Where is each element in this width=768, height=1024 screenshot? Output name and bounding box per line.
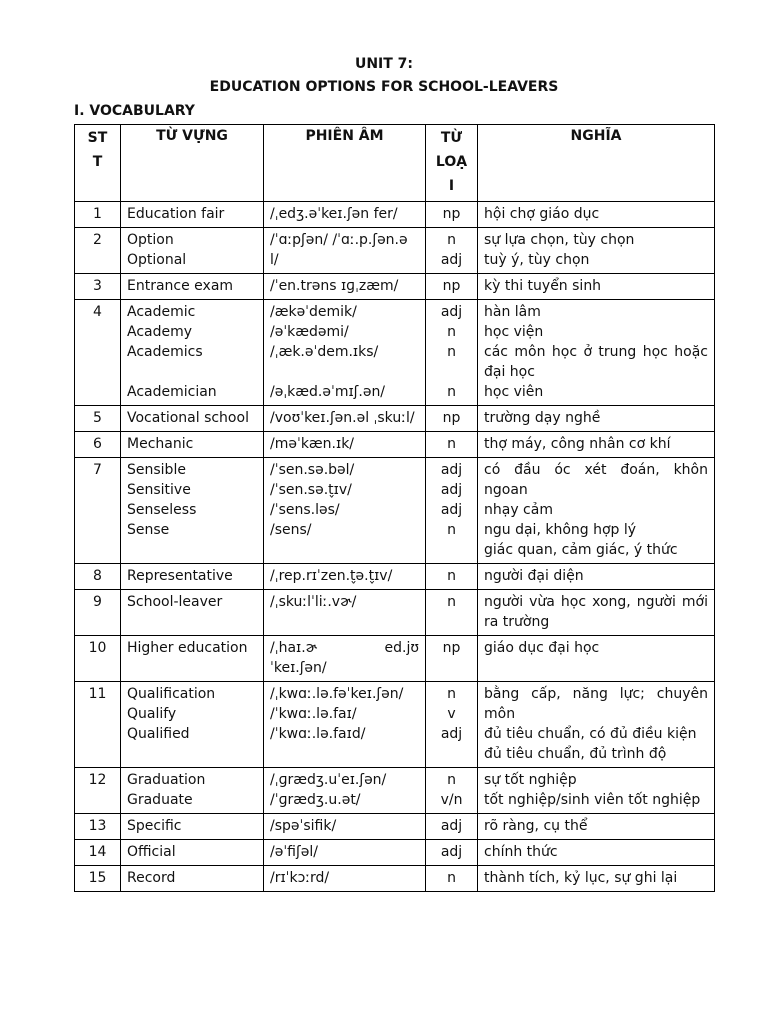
vocab-ipa: /spəˈsifik/: [264, 814, 426, 840]
row-number: 10: [75, 636, 121, 682]
vocab-ipa: /ˈɑːpʃən/ /ˈɑː.p.ʃən.ə: [270, 232, 408, 248]
vocab-meaning: người vừa học xong, người mới ra trường: [478, 590, 715, 636]
vocab-pos: np: [426, 636, 478, 682]
vocab-ipa: /ˈsen.sə.t̬ɪv/: [270, 482, 352, 498]
vocab-ipa: /ˌrep.rɪˈzen.t̬ə.t̬ɪv/: [264, 564, 426, 590]
vocab-ipa: /ˌkwɑː.lə.fəˈkeɪ.ʃən/: [270, 686, 404, 702]
vocab-pos: n: [447, 344, 456, 360]
vocab-pos: adj: [440, 462, 463, 478]
table-row: [75, 202, 715, 228]
vocab-pos-group: [426, 768, 478, 814]
vocab-meaning: nhạy cảm: [484, 502, 553, 518]
row-number: 15: [75, 866, 121, 892]
vocab-pos-group: [426, 458, 478, 564]
vocab-pos-group: [426, 300, 478, 406]
vocab-word: Academy: [127, 324, 193, 340]
vocab-word: Entrance exam: [121, 274, 264, 300]
vocab-ipa: /ˈɡrædʒ.u.ət/: [270, 792, 361, 808]
vocab-word: Academician: [127, 384, 217, 400]
vocab-word: Sensitive: [127, 482, 191, 498]
vocab-word: Sense: [127, 522, 170, 538]
row-number: 4: [75, 300, 121, 406]
vocab-pos-group: [426, 228, 478, 274]
vocab-pos: n: [447, 686, 456, 702]
row-number: 13: [75, 814, 121, 840]
vocab-ipa-group: [264, 682, 426, 768]
row-number: 8: [75, 564, 121, 590]
vocab-ipa-group: [264, 768, 426, 814]
vocab-word: Specific: [121, 814, 264, 840]
vocab-word: Qualified: [127, 726, 190, 742]
vocab-pos: n: [447, 324, 456, 340]
vocab-pos: n: [447, 232, 456, 248]
table-row: [75, 228, 715, 274]
vocab-pos: n: [447, 772, 456, 788]
header-ipa: PHIÊN ÂM: [264, 125, 426, 202]
row-number: 3: [75, 274, 121, 300]
vocab-pos: adj: [440, 482, 463, 498]
vocab-meaning: các môn học ở trung học hoặc đại học: [484, 344, 708, 380]
vocab-word: Vocational school: [121, 406, 264, 432]
vocab-pos: adj: [440, 304, 463, 320]
vocab-ipa: /ækəˈdemik/: [270, 304, 357, 320]
vocab-meaning: bằng cấp, năng lực; chuyên môn: [484, 686, 708, 722]
vocab-word: Academic: [127, 304, 196, 320]
vocab-pos: v/n: [440, 792, 463, 808]
vocab-word: Academics: [127, 344, 203, 360]
vocab-ipa: /voʊˈkeɪ.ʃən.əl ˌskuːl/: [264, 406, 426, 432]
row-number: 12: [75, 768, 121, 814]
unit-subtitle: EDUCATION OPTIONS FOR SCHOOL-LEAVERS: [209, 79, 559, 95]
vocab-pos: np: [426, 406, 478, 432]
vocab-ipa: /ˈkwɑː.lə.faɪ/: [270, 706, 357, 722]
table-row: [75, 274, 715, 300]
vocab-meaning: giác quan, cảm giác, ý thức: [484, 542, 678, 558]
table-row: [75, 814, 715, 840]
vocab-ipa: /ˈen.trəns ɪɡˌzæm/: [264, 274, 426, 300]
vocab-meaning: giáo dục đại học: [478, 636, 715, 682]
vocab-word: Mechanic: [121, 432, 264, 458]
vocab-ipa: /ˈsens.ləs/: [270, 502, 340, 518]
vocab-meaning-group: [478, 228, 715, 274]
vocab-ipa: /ˌhaɪ.ɚ ed.jʊ ˈkeɪ.ʃən/: [264, 636, 426, 682]
vocab-word: Official: [121, 840, 264, 866]
vocab-word: Sensible: [127, 462, 186, 478]
vocab-pos: adj: [426, 814, 478, 840]
vocab-word: School-leaver: [121, 590, 264, 636]
vocab-meaning: sự lựa chọn, tùy chọn: [484, 232, 635, 248]
vocab-ipa: /ˌɡrædʒ.uˈeɪ.ʃən/: [270, 772, 387, 788]
vocab-pos-group: [426, 682, 478, 768]
vocab-pos: n: [447, 522, 456, 538]
row-number: 2: [75, 228, 121, 274]
header-no: ST T: [75, 125, 121, 202]
vocab-pos: n: [426, 590, 478, 636]
vocab-word: Qualify: [127, 706, 177, 722]
vocabulary-table: [74, 124, 715, 892]
vocab-meaning: có đầu óc xét đoán, khôn ngoan: [484, 462, 708, 498]
vocab-ipa: /rɪˈkɔːrd/: [264, 866, 426, 892]
table-row: [75, 458, 715, 564]
vocab-ipa: /ˌedʒ.əˈkeɪ.ʃən fer/: [264, 202, 426, 228]
vocab-ipa: /ˈsen.sə.bəl/: [270, 462, 355, 478]
vocab-meaning: học viên: [484, 384, 544, 400]
vocab-ipa: /ˌskuːlˈliː.vɚ/: [264, 590, 426, 636]
vocab-pos: np: [426, 274, 478, 300]
vocab-ipa: /ˈkwɑː.lə.faɪd/: [270, 726, 366, 742]
row-number: 7: [75, 458, 121, 564]
vocab-word: Senseless: [127, 502, 197, 518]
vocab-word-group: [121, 458, 264, 564]
vocab-word: Record: [121, 866, 264, 892]
vocab-meaning: hàn lâm: [484, 304, 541, 320]
vocab-meaning-group: [478, 300, 715, 406]
vocab-ipa-group: [264, 458, 426, 564]
vocab-meaning: đủ tiêu chuẩn, đủ trình độ: [484, 746, 667, 762]
vocab-word-group: [121, 682, 264, 768]
row-number: 6: [75, 432, 121, 458]
row-number: 1: [75, 202, 121, 228]
vocab-pos: n: [426, 564, 478, 590]
vocab-word-group: [121, 228, 264, 274]
vocab-meaning: thành tích, kỷ lục, sự ghi lại: [478, 866, 715, 892]
table-row: [75, 840, 715, 866]
unit-title: UNIT 7:: [354, 56, 414, 72]
table-row: [75, 636, 715, 682]
table-row: [75, 866, 715, 892]
table-row: [75, 406, 715, 432]
row-number: 5: [75, 406, 121, 432]
section-heading: I. VOCABULARY: [74, 103, 195, 119]
row-number: 14: [75, 840, 121, 866]
vocab-meaning-group: [478, 768, 715, 814]
vocab-pos: n: [426, 866, 478, 892]
vocab-pos: n: [447, 384, 456, 400]
vocab-word: Optional: [127, 252, 187, 268]
vocab-ipa-group: [264, 300, 426, 406]
row-number: 11: [75, 682, 121, 768]
vocab-pos: adj: [440, 252, 463, 268]
table-header-row: [75, 125, 715, 202]
table-row: [75, 590, 715, 636]
vocab-ipa: l/: [270, 252, 279, 268]
vocab-meaning: tốt nghiệp/sinh viên tốt nghiệp: [484, 792, 701, 808]
vocab-word: Higher education: [121, 636, 264, 682]
vocab-ipa-group: [264, 228, 426, 274]
vocab-meaning-group: [478, 682, 715, 768]
header-word: TỪ VỰNG: [121, 125, 264, 202]
row-number: 9: [75, 590, 121, 636]
vocab-meaning-group: [478, 458, 715, 564]
vocab-word: Graduation: [127, 772, 206, 788]
vocab-ipa: /məˈkæn.ɪk/: [264, 432, 426, 458]
vocab-pos: adj: [426, 840, 478, 866]
vocab-ipa: /əˈfiʃəl/: [264, 840, 426, 866]
vocab-ipa: /sens/: [270, 522, 312, 538]
table-row: [75, 768, 715, 814]
vocab-pos: v: [447, 706, 456, 722]
table-row: [75, 432, 715, 458]
table-row: [75, 564, 715, 590]
table-row: [75, 682, 715, 768]
vocab-word: Representative: [121, 564, 264, 590]
vocab-meaning: chính thức: [478, 840, 715, 866]
vocab-meaning: kỳ thi tuyển sinh: [478, 274, 715, 300]
vocab-meaning: trường dạy nghề: [478, 406, 715, 432]
vocab-word: Option: [127, 232, 174, 248]
vocab-meaning: rõ ràng, cụ thể: [478, 814, 715, 840]
vocab-pos: adj: [440, 726, 463, 742]
vocab-meaning: ngu dại, không hợp lý: [484, 522, 637, 538]
vocab-meaning: sự tốt nghiệp: [484, 772, 577, 788]
vocab-ipa: /əˈkædəmi/: [270, 324, 349, 340]
vocab-word: Qualification: [127, 686, 216, 702]
vocab-meaning: người đại diện: [478, 564, 715, 590]
vocab-meaning: hội chợ giáo dục: [478, 202, 715, 228]
vocab-ipa: /əˌkæd.əˈmɪʃ.ən/: [270, 384, 386, 400]
vocab-pos: adj: [440, 502, 463, 518]
vocab-word: Graduate: [127, 792, 193, 808]
vocab-pos: np: [426, 202, 478, 228]
vocab-meaning: học viện: [484, 324, 544, 340]
vocab-pos: n: [426, 432, 478, 458]
vocab-ipa: /ˌæk.əˈdem.ɪks/: [270, 344, 379, 360]
table-row: [75, 300, 715, 406]
vocab-word-group: [121, 300, 264, 406]
vocab-meaning: thợ máy, công nhân cơ khí: [478, 432, 715, 458]
header-pos: TỪ LOẠ I: [426, 125, 478, 202]
vocab-meaning: tuỳ ý, tùy chọn: [484, 252, 590, 268]
header-meaning: NGHĨA: [478, 125, 715, 202]
vocab-word-group: [121, 768, 264, 814]
vocab-word: Education fair: [121, 202, 264, 228]
vocab-meaning: đủ tiêu chuẩn, có đủ điều kiện: [484, 726, 697, 742]
